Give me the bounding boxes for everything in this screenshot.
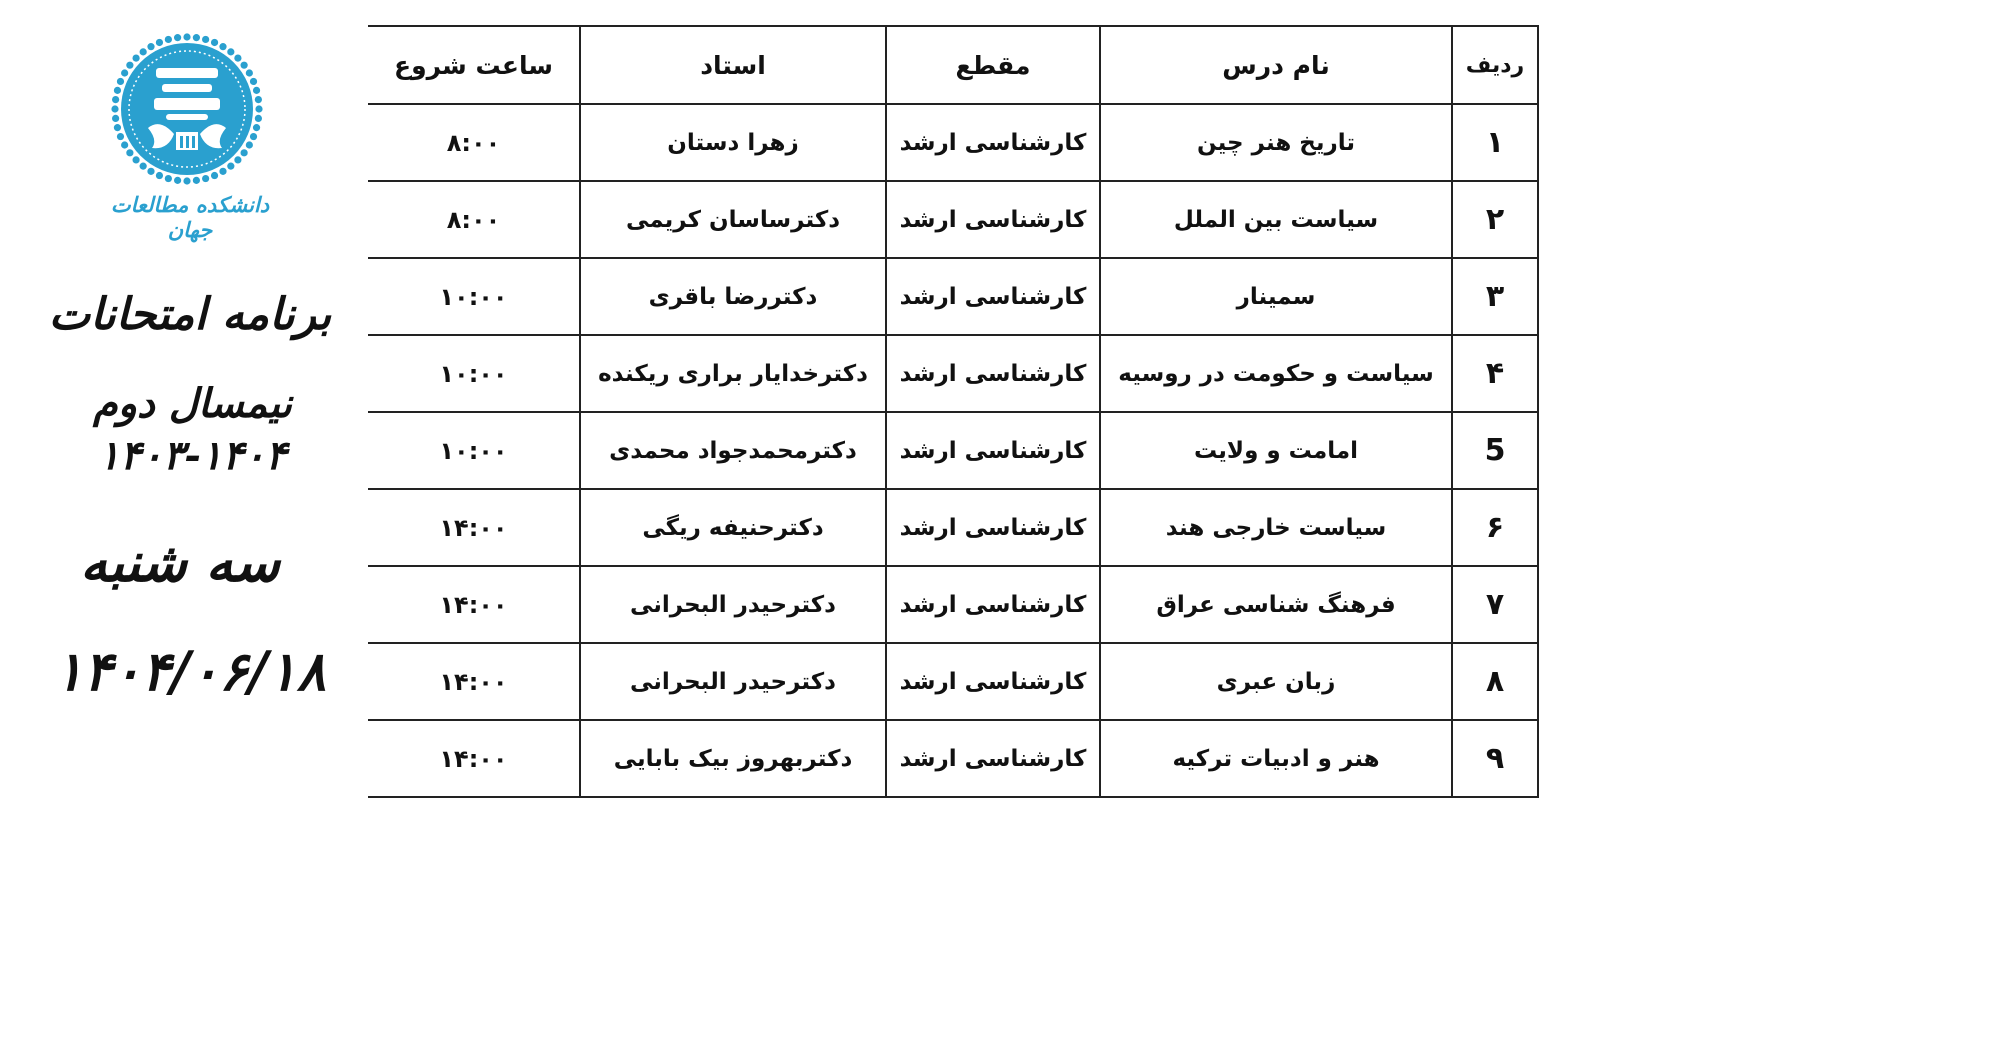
start-time: ۱۰:۰۰ xyxy=(368,335,580,412)
table-row xyxy=(368,489,1538,566)
course-name: فرهنگ شناسی عراق xyxy=(1100,566,1452,643)
course-name: امامت و ولایت xyxy=(1100,412,1452,489)
table-row xyxy=(368,181,1538,258)
start-time: ۱۰:۰۰ xyxy=(368,258,580,335)
table-row xyxy=(368,258,1538,335)
page-title: برنامه امتحانات xyxy=(48,289,332,340)
exam-date: ۱۴۰۴/۰۶/۱۸ xyxy=(54,639,326,703)
table-row xyxy=(368,335,1538,412)
row-number: 5 xyxy=(1452,412,1538,489)
exam-schedule-table xyxy=(368,25,1539,798)
university-logo xyxy=(108,30,266,188)
row-number: ۹ xyxy=(1452,720,1538,797)
exam-day: سه شنبه xyxy=(80,530,280,594)
university-seal-icon xyxy=(108,30,266,188)
course-level: کارشناسی ارشد xyxy=(886,335,1100,412)
row-number: ۲ xyxy=(1452,181,1538,258)
start-time: ۱۴:۰۰ xyxy=(368,720,580,797)
start-time: ۸:۰۰ xyxy=(368,104,580,181)
teacher-name: دکترحیدر البحرانی xyxy=(580,643,886,720)
teacher-name: دکترحیدر البحرانی xyxy=(580,566,886,643)
row-number: ۸ xyxy=(1452,643,1538,720)
course-level: کارشناسی ارشد xyxy=(886,181,1100,258)
course-level: کارشناسی ارشد xyxy=(886,566,1100,643)
course-name: تاریخ هنر چین xyxy=(1100,104,1452,181)
course-level: کارشناسی ارشد xyxy=(886,258,1100,335)
header-teacher: استاد xyxy=(580,26,886,104)
course-name: سیاست بین الملل xyxy=(1100,181,1452,258)
header-row-number: ردیف xyxy=(1452,26,1538,104)
faculty-name: دانشکده مطالعات جهان xyxy=(110,192,270,242)
course-level: کارشناسی ارشد xyxy=(886,720,1100,797)
start-time: ۱۴:۰۰ xyxy=(368,489,580,566)
teacher-name: دکترحنیفه ریگی xyxy=(580,489,886,566)
start-time: ۱۴:۰۰ xyxy=(368,566,580,643)
teacher-name: دکترمحمدجواد محمدی xyxy=(580,412,886,489)
course-name: زبان عبری xyxy=(1100,643,1452,720)
row-number: ۳ xyxy=(1452,258,1538,335)
course-name: سمینار xyxy=(1100,258,1452,335)
row-number: ۴ xyxy=(1452,335,1538,412)
table-row xyxy=(368,566,1538,643)
table-header-row xyxy=(368,26,1538,104)
table-row xyxy=(368,643,1538,720)
table-row xyxy=(368,720,1538,797)
header-course-name: نام درس xyxy=(1100,26,1452,104)
table-row xyxy=(368,104,1538,181)
teacher-name: زهرا دستان xyxy=(580,104,886,181)
course-name: سیاست و حکومت در روسیه xyxy=(1100,335,1452,412)
row-number: ۷ xyxy=(1452,566,1538,643)
teacher-name: دکتربهروز بیک بابایی xyxy=(580,720,886,797)
header-level: مقطع xyxy=(886,26,1100,104)
course-name: سیاست خارجی هند xyxy=(1100,489,1452,566)
teacher-name: دکتررضا باقری xyxy=(580,258,886,335)
start-time: ۸:۰۰ xyxy=(368,181,580,258)
course-level: کارشناسی ارشد xyxy=(886,412,1100,489)
course-level: کارشناسی ارشد xyxy=(886,489,1100,566)
table-row xyxy=(368,412,1538,489)
course-level: کارشناسی ارشد xyxy=(886,104,1100,181)
start-time: ۱۰:۰۰ xyxy=(368,412,580,489)
row-number: ۱ xyxy=(1452,104,1538,181)
semester-label: نیمسال دوم ۱۴۰۴-۱۴۰۳ xyxy=(92,380,293,479)
row-number: ۶ xyxy=(1452,489,1538,566)
course-name: هنر و ادبیات ترکیه xyxy=(1100,720,1452,797)
course-level: کارشناسی ارشد xyxy=(886,643,1100,720)
start-time: ۱۴:۰۰ xyxy=(368,643,580,720)
header-panel xyxy=(0,0,370,824)
header-start-time: ساعت شروع xyxy=(368,26,580,104)
teacher-name: دکترساسان کریمی xyxy=(580,181,886,258)
teacher-name: دکترخدایار براری ریکنده xyxy=(580,335,886,412)
